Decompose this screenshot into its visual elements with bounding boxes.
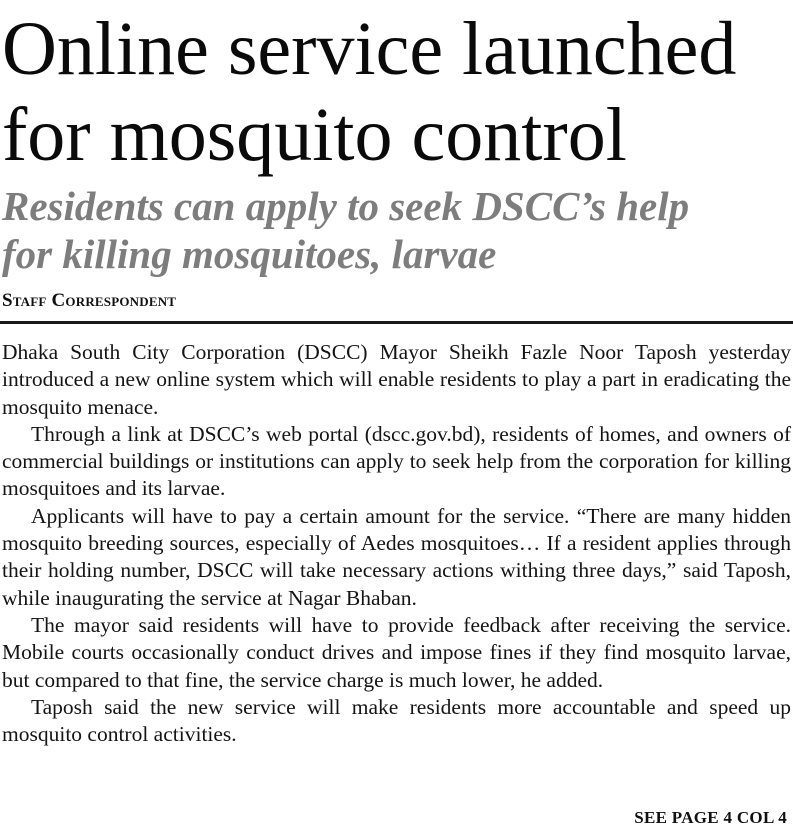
subheadline bbox=[2, 182, 792, 278]
headline bbox=[2, 6, 792, 178]
headline-line-1: Online service launched bbox=[2, 7, 737, 91]
paragraph-3: Applicants will have to pay a certain amount for the service. “There are many hidden mosquito breeding sources, especially of Aedes mosquitoes… If a resident applies through their holding number, DSCC will take necessary actions withing three days,” said Taposh, while inaugurating the service at Nagar Bhaban. bbox=[2, 503, 791, 610]
subheadline-line-2: for killing mosquitoes, larvae bbox=[2, 231, 497, 277]
headline-line-2: for mosquito control bbox=[2, 93, 627, 177]
continued-jump-line: SEE PAGE 4 COL 4 bbox=[634, 808, 787, 827]
paragraph-2: Through a link at DSCC’s web portal (dscc.gov.bd), residents of homes, and owners of commercial buildings or institutions can apply to seek help from the corporation for killing mosquitoes and its larvae. bbox=[2, 421, 791, 501]
paragraph-5: Taposh said the new service will make residents more accountable and speed up mosquito control activities. bbox=[2, 694, 791, 747]
paragraph-1: Dhaka South City Corporation (DSCC) Mayor Sheikh Fazle Noor Taposh yesterday introduced a new online system which will enable residents to play a part in eradicating the mosquito menace. bbox=[2, 340, 791, 419]
subheadline-line-1: Residents can apply to seek DSCC’s help bbox=[2, 183, 690, 229]
article-body bbox=[2, 339, 791, 748]
divider-rule bbox=[0, 321, 793, 324]
byline: Staff Correspondent bbox=[2, 290, 177, 311]
paragraph-4: The mayor said residents will have to provide feedback after receiving the service. Mobile courts occasionally conduct drives and impose fines if they find mosquito larvae, but compared to that fine, the service charge is much lower, he added. bbox=[2, 612, 791, 692]
